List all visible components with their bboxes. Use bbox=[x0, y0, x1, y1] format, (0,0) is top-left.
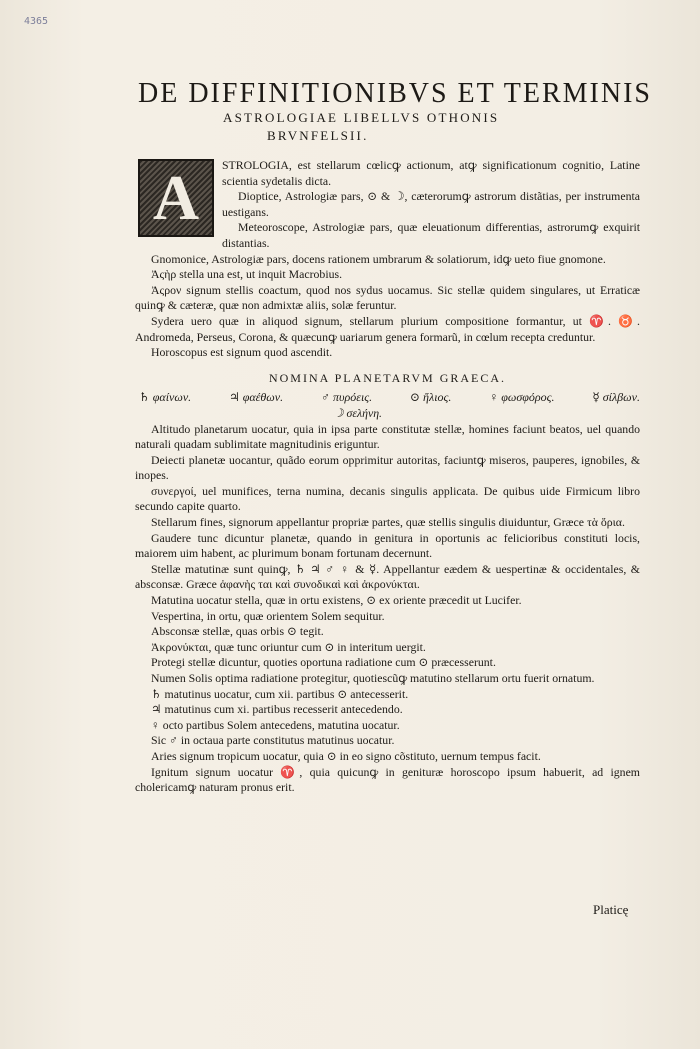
paragraph: Ἀςὴρ stella una est, ut inquit Macrobius. bbox=[151, 267, 343, 282]
paragraph: Stellarum fines, signorum appellantur propriæ partes, quæ stellis singulis diuiduntur, Græce τὰ ὅρια. bbox=[151, 515, 625, 530]
subtitle-line-2: BRVNFELSII. bbox=[267, 128, 369, 143]
decorated-initial bbox=[138, 159, 214, 237]
paragraph: Sydera uero quæ in aliquod signum, stellarum plurium compositione formantur, ut ♈. ♉. Andromeda, Perseus, Corona, & quæcunꝙ uariarum genera formarũ, in cœlum recepta creduntur. bbox=[135, 313, 640, 344]
drop-cap-letter: A bbox=[152, 162, 200, 233]
planet-name-list bbox=[135, 390, 640, 406]
planet-name: ♃ φαέθων. bbox=[228, 390, 284, 405]
paragraph: Altitudo planetarum uocatur, quia in ipsa parte constitutæ stellæ, homines faciunt beatos, uel quando naturali quadam sublimitate magnitudinis eriguntur. bbox=[135, 421, 640, 452]
paragraph: Ignitum signum uocatur ♈, quia quicunꝙ in genituræ horoscopo ipsum habuerit, ad ignem cholericamꝙ naturam pronus erit. bbox=[135, 764, 640, 795]
paragraph: ♀ octo partibus Solem antecedens, matutina uocatur. bbox=[151, 717, 400, 732]
paragraph: Stellæ matutinæ sunt quinꝙ, ♄ ♃ ♂ ♀ & ☿. Appellantur eædem & uespertinæ & occidentales, & absconsæ. Græce ἀφανὴς ται καὶ συνοδικαὶ καὶ ἀκρονύκται. bbox=[135, 561, 640, 592]
paragraph: Meteoroscope, Astrologiæ pars, quæ eleuationum differentias, astrorumꝙ exquirit distantias. bbox=[222, 220, 640, 250]
paragraph: ♄ matutinus uocatur, cum xii. partibus ⊙ antecesserit. bbox=[151, 686, 409, 701]
planet-name: ♄ φαίνων. bbox=[139, 390, 192, 405]
folio-number: 4365 bbox=[24, 16, 49, 27]
planet-name: ♀ φωσφόρος. bbox=[489, 390, 555, 405]
planet-name-luna: ☽ σελήνη. bbox=[333, 405, 382, 420]
paragraph: Vespertina, in ortu, quæ orientem Solem sequitur. bbox=[151, 608, 385, 623]
paragraph: Gnomonice, Astrologiæ pars, docens rationem umbrarum & solatiorum, idꝙ ueto fiue gnomone. bbox=[151, 251, 606, 266]
paragraph: Gaudere tunc dicuntur planetæ, quando in genitura in oportunis ac felicioribus constituti locis, maiorem uim habent, ac plurimum bonam fortunam decernunt. bbox=[135, 530, 640, 561]
paragraph: ♃ matutinus cum xi. partibus recesserit antecedendo. bbox=[151, 702, 403, 717]
paragraph: Deiecti planetæ uocantur, quãdo eorum opprimitur autoritas, faciuntꝙ miseros, pauperes, ignobiles, & inopes. bbox=[135, 452, 640, 483]
paragraph: Protegi stellæ dicuntur, quoties oportuna radiatione cum ⊙ præcesserunt. bbox=[151, 655, 496, 670]
paragraph: STROLOGIA, est stellarum cœlicꝙ actionum, atꝙ significationum cognitio, Latine scientia sydetalis dicta. bbox=[222, 158, 640, 188]
body-text bbox=[135, 158, 640, 796]
catchword: Platicę bbox=[593, 902, 629, 917]
paragraph: Aries signum tropicum uocatur, quia ⊙ in eo signo cõstituto, uernum tempus facit. bbox=[151, 748, 541, 763]
planet-name: ☿ σίλβων. bbox=[592, 390, 640, 405]
paragraph: Ἀκρονύκται, quæ tunc oriuntur cum ⊙ in interitum uergit. bbox=[151, 639, 426, 654]
paragraph: Dioptice, Astrologiæ pars, ⊙ & ☽, cæterorumꝙ astrorum distãtias, per instrumenta uestigans. bbox=[222, 189, 640, 219]
planet-name: ♂ πυρόεις. bbox=[320, 390, 373, 405]
page-title: DE DIFFINITIONIBVS ET TERMINIS bbox=[138, 78, 652, 109]
section-heading: NOMINA PLANETARVM GRAECA. bbox=[268, 370, 507, 385]
paragraph: Sic ♂ in octaua parte constitutus matutinus uocatur. bbox=[151, 733, 395, 748]
paragraph: Ἀςρον signum stellis coactum, quod nos sydus uocamus. Sic stellæ quidem singulares, ut Erraticæ quinꝙ & cæteræ, quæ non admixtæ aliis, solæ feruntur. bbox=[135, 282, 640, 313]
paragraph: συνεργοί, uel munifices, terna numina, decanis singulis applicata. De quibus uide Firmicum libro secundo capite quarto. bbox=[135, 483, 640, 514]
paragraph: Numen Solis optima radiatione protegitur, quotiescũꝙ matutino stellarum ortu fuerit ornatum. bbox=[151, 671, 595, 685]
paragraph: Matutina uocatur stella, quæ in ortu existens, ⊙ ex oriente præcedit ut Lucifer. bbox=[151, 593, 522, 608]
subtitle-line-1: ASTROLOGIAE LIBELLVS OTHONIS bbox=[223, 110, 500, 125]
paragraph: Horoscopus est signum quod ascendit. bbox=[151, 345, 333, 360]
paragraph: Absconsæ stellæ, quas orbis ⊙ tegit. bbox=[151, 624, 324, 639]
planet-name: ⊙ ἥλιος. bbox=[409, 390, 452, 405]
